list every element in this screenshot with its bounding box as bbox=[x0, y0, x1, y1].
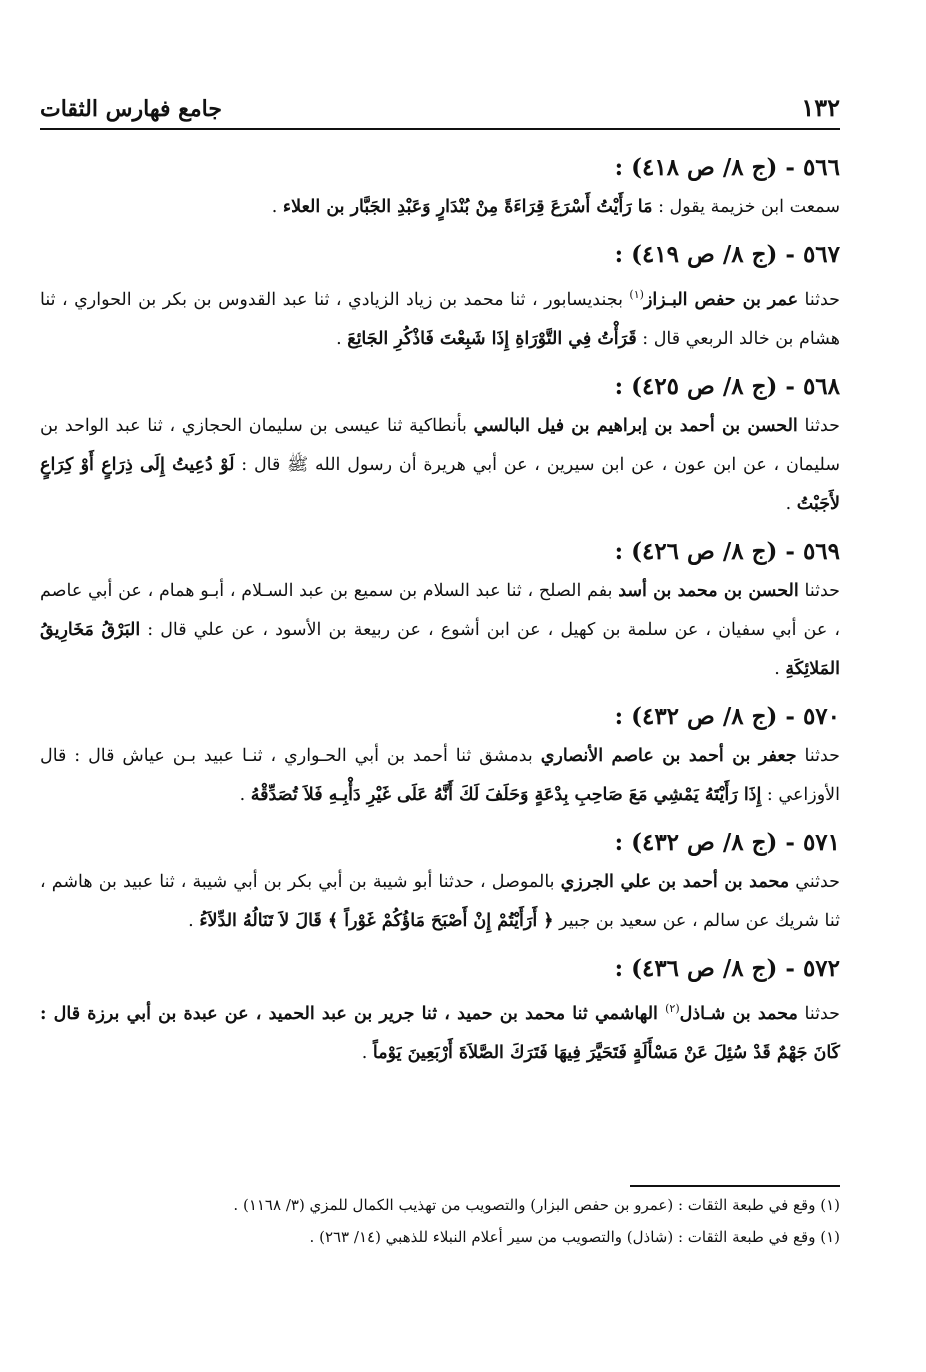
quote: البَرْقُ مَخَارِيقُ المَلائِكَةِ bbox=[40, 619, 840, 679]
narrator-name: عمر بن حفص البـزاز bbox=[643, 289, 799, 310]
entry-heading: ٥٧٢ - (ج ٨/ ص ٤٣٦) : bbox=[614, 954, 840, 982]
running-title: جامع فهارس الثقات bbox=[40, 96, 222, 122]
narrator-name: محمد بن شـاذل bbox=[679, 1003, 798, 1024]
entry-text bbox=[40, 863, 840, 941]
entry-number: ٥٦٧ bbox=[802, 241, 840, 268]
entry-reference: (ج ٨/ ص ٤١٩) : bbox=[614, 241, 778, 268]
text-run: بالموصل ، حدثنا أبو شيبة بن أبي بكر بن أبي شيبة ، ثنا عبيد بن هاشم ، ثنا شريك عن سالم ، عن سعيد بن جبير bbox=[40, 871, 840, 931]
entry-569 bbox=[40, 532, 840, 689]
text-run: . bbox=[336, 328, 348, 349]
text-run: بأنطاكية ثنا عيسى بن سليمان الحجازي ، ثنا عبد الواحد بن سليمان ، عن ابن عون ، عن ابن سيرين ، عن أبي هريرة أن رسول الله ﷺ قال : bbox=[40, 415, 840, 475]
narrator-name: محمد بن أحمد بن علي الجرزي bbox=[560, 871, 790, 892]
quote: كَانَ جَهْمٌ قَدْ سُئِلَ عَنْ مَسْأَلَةٍ فَتَحَيَّرَ فِيهَا فَتَرَكَ الصَّلاَةَ أَرْبَعِينَ يَوْماً bbox=[372, 1042, 840, 1063]
text-run: الهاشمي ثنا محمد بن حميد ، ثنا جرير بن عبد الحميد ، عن عبدة بن أبي برزة قال : bbox=[40, 1003, 666, 1024]
entry-reference: (ج ٨/ ص ٤٢٥) : bbox=[614, 372, 778, 400]
narrator-name: جعفر بن أحمد بن عاصم الأنصاري bbox=[540, 745, 797, 766]
quote: مَا رَأَيْتُ أَسْرَعَ قِرَاءَةً مِنْ بُنْدَارٍ وَعَبْدِ الجَبَّار بن العلاء bbox=[282, 197, 653, 217]
entries bbox=[40, 148, 840, 1073]
entry-heading: ٥٧٠ - (ج ٨/ ص ٤٣٢) : bbox=[614, 702, 840, 730]
text-run: حدثنا bbox=[797, 1003, 841, 1024]
entry-number: ٥٧١ bbox=[802, 828, 840, 856]
entry-reference: (ج ٨/ ص ٤٣٢) : bbox=[614, 702, 778, 730]
entry-heading: ٥٦٦ - (ج ٨/ ص ٤١٨) : bbox=[614, 154, 840, 181]
text-run: حدثنا bbox=[797, 415, 840, 436]
page bbox=[40, 88, 840, 1081]
quote: قَرَأْتُ فِي التَّوْرَاةِ إِذَا شَبِعْتَ فَاذْكُرِ الجَائِعَ bbox=[347, 328, 637, 349]
entry-reference: (ج ٨/ ص ٤٣٦) : bbox=[614, 954, 778, 982]
text-run: حدثنا bbox=[796, 745, 840, 766]
entry-text bbox=[40, 275, 840, 359]
entry-heading: ٥٦٧ - (ج ٨/ ص ٤١٩) : bbox=[614, 241, 840, 268]
entry-567 bbox=[40, 235, 840, 359]
quote: لَوْ دُعِيتُ إِلَى ذِرَاعٍ أَوْ كِرَاعٍ لأَجَبْتُ bbox=[40, 454, 840, 514]
text-run: بدمشق ثنا أحمد بن أبي الحـواري ، ثنـا عبيد بـن عياش قال : قال الأوزاعي : bbox=[40, 745, 840, 805]
text-run: . bbox=[188, 910, 200, 931]
footnote-2: (١) وقع في طبعة الثقات : (شاذل) والتصويب من سير أعلام النبلاء للذهبي (١٤/ ٢٦٣) . bbox=[309, 1228, 840, 1246]
entry-568 bbox=[40, 367, 840, 524]
narrator-name: الحسن بن أحمد بن إبراهيم بن فيل البالسي bbox=[473, 415, 798, 436]
text-run: سمعت ابن خزيمة يقول : bbox=[652, 197, 840, 217]
footnote-marker: (٢) bbox=[665, 1001, 680, 1015]
text-run: . bbox=[361, 1042, 373, 1063]
text-run: . bbox=[239, 784, 251, 805]
page-header bbox=[40, 88, 840, 130]
footnotes bbox=[40, 1185, 840, 1251]
footnote-divider bbox=[630, 1185, 840, 1187]
entry-reference: (ج ٨/ ص ٤٣٢) : bbox=[614, 828, 778, 856]
narrator-name: الحسن بن محمد بن أسد bbox=[618, 580, 799, 601]
entry-text bbox=[40, 572, 840, 689]
quote: ﴿ أَرَأَيْتُمْ إِنْ أَصْبَحَ مَاؤُكُمْ غَوْراً ﴾ قَالَ لاَ تَنَالُهُ الدِّلاَءُ bbox=[199, 910, 554, 931]
text-run: حدثنا bbox=[798, 289, 840, 310]
page-number: ١٣٢ bbox=[801, 93, 840, 122]
entry-reference: (ج ٨/ ص ٤١٨) : bbox=[614, 154, 778, 181]
entry-number: ٥٧٠ bbox=[802, 702, 840, 730]
text-run: بفم الصلح ، ثنا عبد السلام بن سميع بن عبد السـلام ، أبـو همام ، عن أبي عاصم ، عن أبي سفيان ، عن سلمة بن كهيل ، عن ابن أشوع ، عن ربيعة بن الأسود ، عن علي قال : bbox=[40, 580, 840, 640]
entry-text bbox=[40, 188, 840, 227]
text-run: . bbox=[785, 493, 797, 514]
text-run: بجنديسابور ، ثنا محمد بن زياد الزيادي ، ثنا عبد القدوس بن بكر بن الحواري ، ثنا هشام بن خالد الربعي قال : bbox=[40, 289, 840, 349]
entry-number: ٥٦٩ bbox=[802, 537, 840, 565]
quote: إِذَا رَأَيْتَهُ يَمْشِي مَعَ صَاحِبِ بِدْعَةٍ وَحَلَفَ لَكَ أَنَّهُ عَلَى غَيْرِ دَأْبِـهِ فَلاَ تُصَدِّقْهُ bbox=[250, 784, 762, 805]
entry-text bbox=[40, 737, 840, 815]
text-run: حدثني bbox=[789, 871, 840, 892]
entry-heading: ٥٧١ - (ج ٨/ ص ٤٣٢) : bbox=[614, 828, 840, 856]
entry-572 bbox=[40, 949, 840, 1073]
entry-heading: ٥٦٩ - (ج ٨/ ص ٤٢٦) : bbox=[614, 537, 840, 565]
text-run: حدثنا bbox=[798, 580, 840, 601]
text-run: . bbox=[774, 658, 786, 679]
entry-heading: ٥٦٨ - (ج ٨/ ص ٤٢٥) : bbox=[614, 372, 840, 400]
entry-reference: (ج ٨/ ص ٤٢٦) : bbox=[614, 537, 778, 565]
entry-number: ٥٦٨ bbox=[802, 372, 840, 400]
footnote-1: (١) وقع في طبعة الثقات : (عمرو بن حفص البزار) والتصويب من تهذيب الكمال للمزي (٣/ ١١٦٨) . bbox=[233, 1196, 840, 1214]
text-run: . bbox=[271, 197, 283, 217]
entry-text bbox=[40, 407, 840, 524]
entry-number: ٥٧٢ bbox=[802, 954, 840, 982]
entry-566 bbox=[40, 148, 840, 227]
entry-number: ٥٦٦ bbox=[802, 154, 840, 181]
entry-570 bbox=[40, 697, 840, 815]
entry-text bbox=[40, 989, 840, 1073]
entry-571 bbox=[40, 823, 840, 941]
footnote-marker: (١) bbox=[629, 288, 644, 301]
